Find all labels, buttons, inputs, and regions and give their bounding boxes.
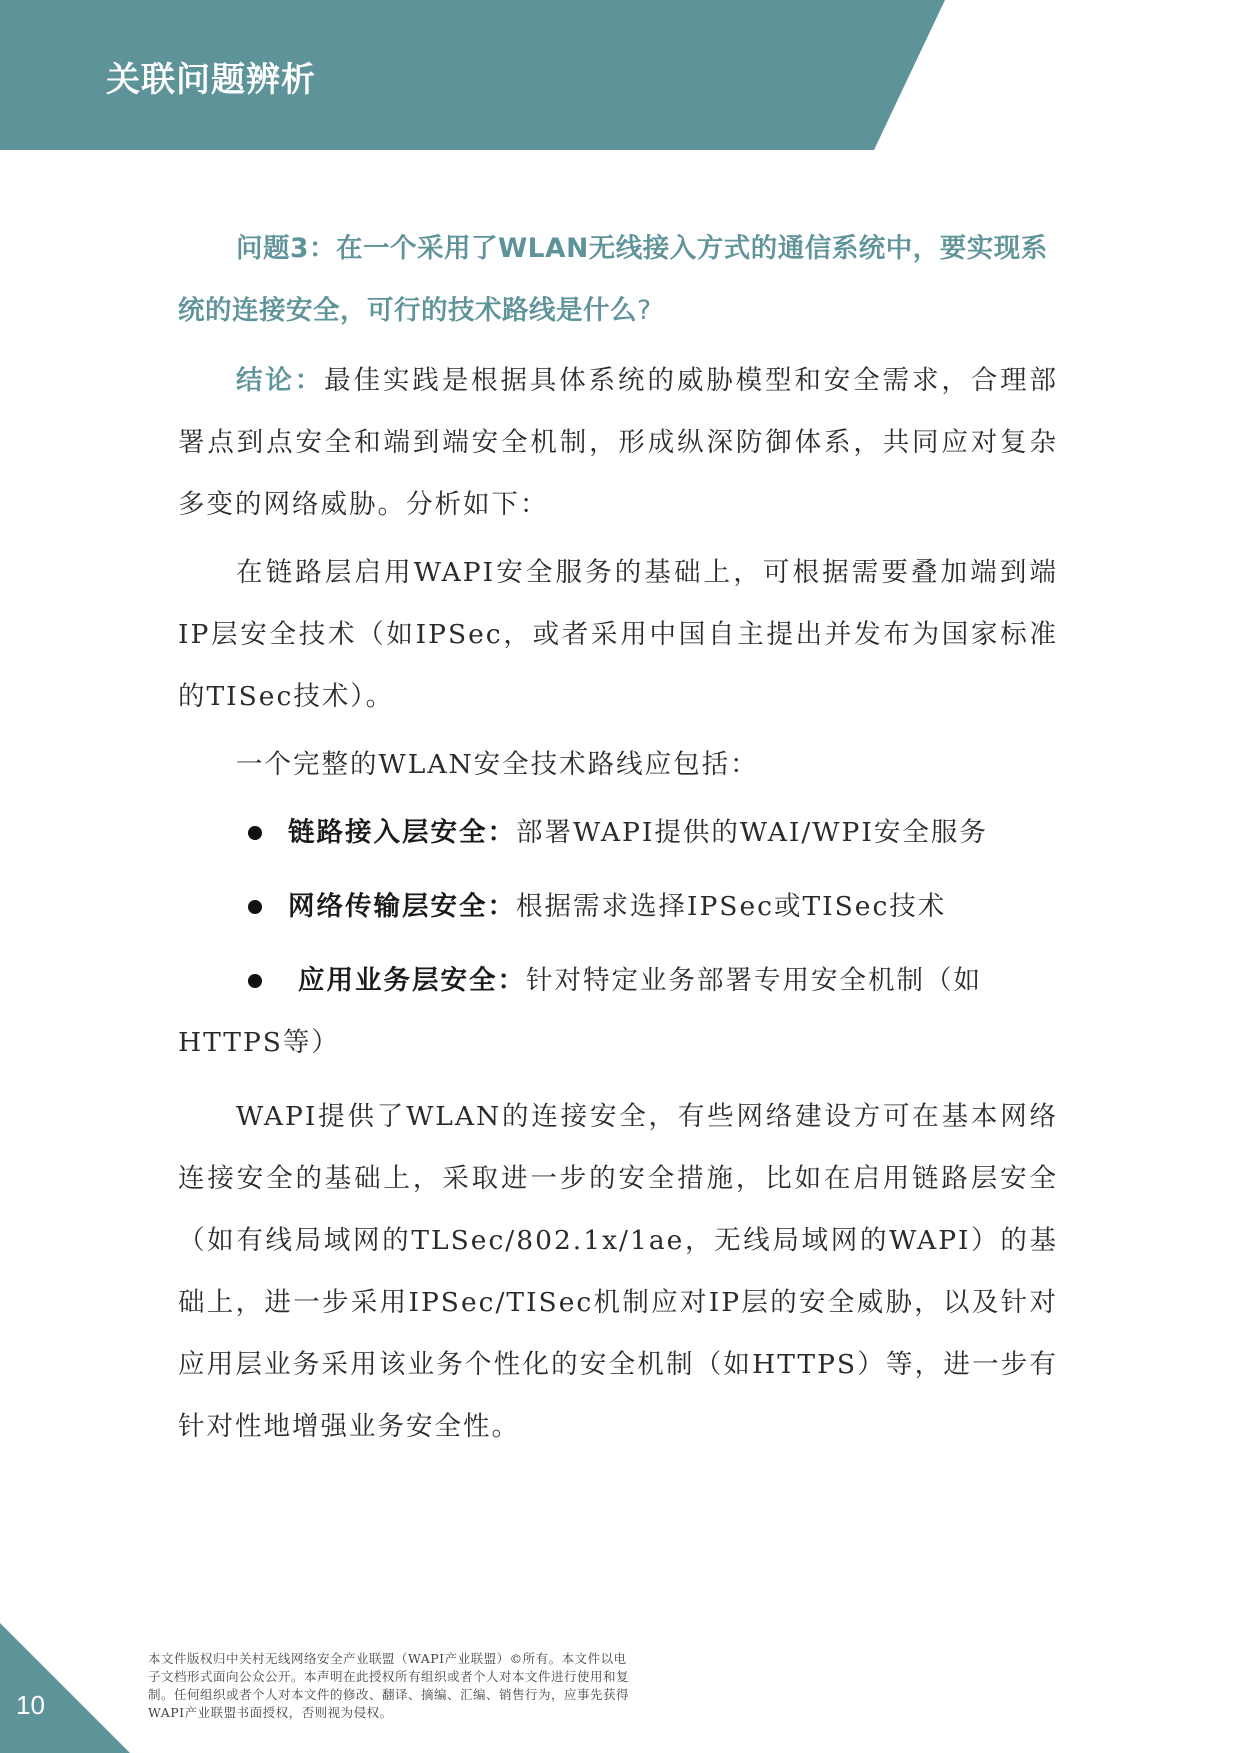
conclusion-label: 结论：	[236, 365, 325, 396]
question-heading	[178, 218, 1058, 342]
main-content	[178, 218, 1058, 1464]
copyright-notice: 本文件版权归中关村无线网络安全产业联盟（WAPI产业联盟）©所有。本文件以电子文档形式面向公众公开。本声明在此授权所有组织或者个人对本文件进行使用和复制。任何组织或者个人对本文件的修改、翻译、摘编、汇编、销售行为，应事先获得WAPI产业联盟书面授权，否则视为侵权。	[148, 1651, 630, 1720]
list-item	[178, 950, 1058, 1074]
bullet-icon	[248, 826, 262, 840]
bullet-icon	[248, 900, 262, 914]
section-title: 关联问题辨析	[106, 60, 316, 100]
question-text: 问题3：在一个采用了WLAN无线接入方式的通信系统中，要实现系统的连接安全，可行的技术路线是什么	[178, 233, 1048, 326]
corner-triangle	[0, 1623, 130, 1753]
paragraph-2: 一个完整的WLAN安全技术路线应包括：	[236, 749, 759, 780]
bullet-text: 根据需求选择IPSec或TISec技术	[516, 891, 947, 922]
question-mark: ?	[637, 295, 652, 326]
conclusion-text: 最佳实践是根据具体系统的威胁模型和安全需求，合理部署点到点安全和端到端安全机制，形成纵深防御体系，共同应对复杂多变的网络威胁。分析如下：	[178, 365, 1059, 520]
paragraph-1: 在链路层启用WAPI安全服务的基础上，可根据需要叠加端到端IP层安全技术（如IPSec，或者采用中国自主提出并发布为国家标准的TISec技术）。	[178, 557, 1058, 712]
bullet-label: 应用业务层安全：	[298, 965, 526, 996]
bullet-text: 针对特定业务部署专用安全机制（如HTTPS等）	[178, 965, 982, 1058]
bullet-label: 链路接入层安全：	[288, 817, 516, 848]
list-item	[178, 876, 1058, 938]
list-item	[178, 802, 1058, 864]
bullet-label: 网络传输层安全：	[288, 891, 516, 922]
security-layer-list	[178, 802, 1058, 1074]
bullet-icon	[248, 974, 262, 988]
footer-corner-shape	[0, 1623, 130, 1753]
bullet-text: 部署WAPI提供的WAI/WPI安全服务	[516, 817, 988, 848]
paragraph-3: WAPI提供了WLAN的连接安全，有些网络建设方可在基本网络连接安全的基础上，采取进一步的安全措施，比如在启用链路层安全（如有线局域网的TLSec/802.1x/1ae，无线局域网的WAPI）的基础上，进一步采用IPSec/TISec机制应对IP层的安全威胁，以及针对应用层业务采用该业务个性化的安全机制（如HTTPS）等，进一步有针对性地增强业务安全性。	[178, 1101, 1058, 1442]
page-number: 10	[16, 1690, 45, 1720]
conclusion-paragraph	[178, 350, 1058, 536]
